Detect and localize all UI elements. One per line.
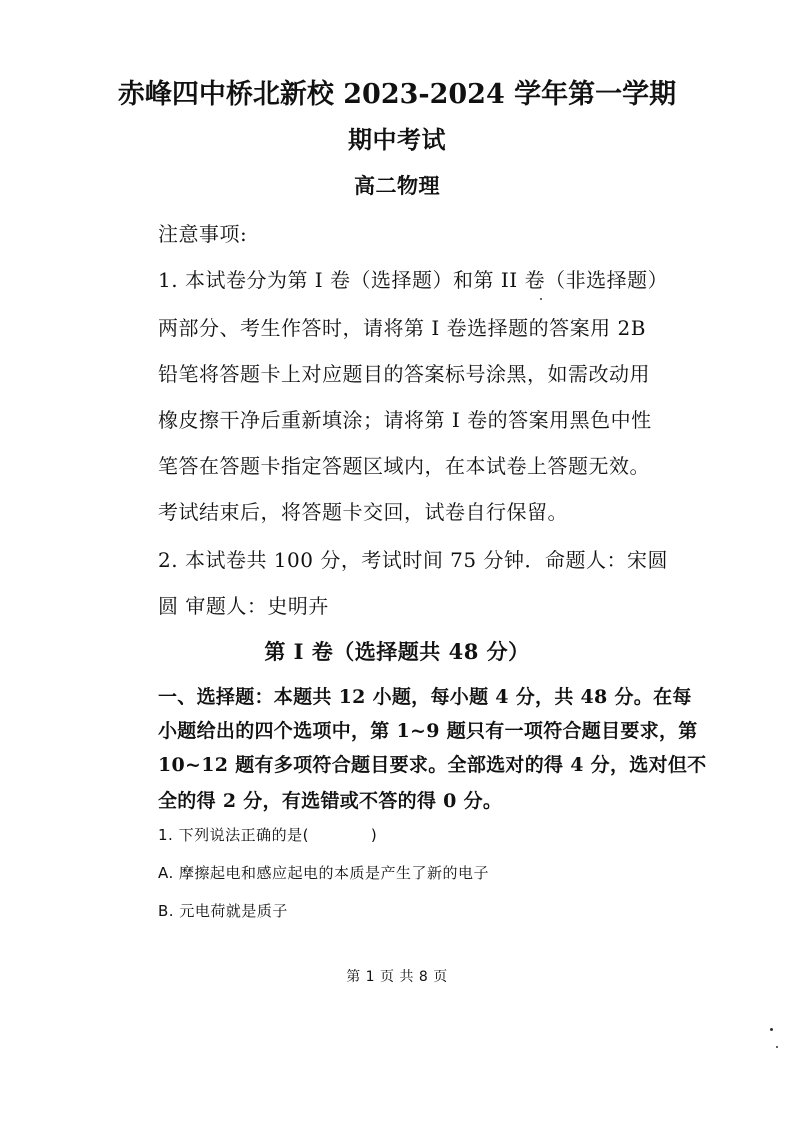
notice-line: 两部分、考生作答时，请将第 I 卷选择题的答案用 2B	[158, 316, 646, 340]
section-instruction-line: 10~12 题有多项符合题目要求。全部选对的得 4 分，选对但不	[158, 754, 707, 776]
section-instruction-line: 小题给出的四个选项中，第 1~9 题只有一项符合题目要求，第	[158, 720, 698, 742]
notice-heading: 注意事项:	[158, 222, 248, 246]
scan-speck	[540, 298, 542, 300]
notice-line: 橡皮擦干净后重新填涂；请将第 I 卷的答案用黑色中性	[158, 408, 652, 432]
notice-line: 圆 审题人：史明卉	[158, 594, 329, 618]
scan-speck	[776, 1046, 778, 1048]
exam-subject: 高二物理	[354, 173, 440, 198]
section-title: 第 I 卷（选择题共 48 分）	[264, 639, 530, 664]
question-option-b: B. 元电荷就是质子	[158, 902, 288, 920]
scan-speck	[770, 1028, 773, 1031]
section-instruction-line: 全的得 2 分，有选错或不答的得 0 分。	[158, 790, 503, 812]
section-instruction-line: 一、选择题：本题共 12 小题，每小题 4 分，共 48 分。在每	[158, 686, 692, 708]
exam-title: 赤峰四中桥北新校 2023-2024 学年第一学期	[117, 79, 677, 110]
notice-line: 笔答在答题卡指定答题区域内，在本试卷上答题无效。	[158, 454, 650, 478]
notice-line: 考试结束后，将答题卡交回，试卷自行保留。	[158, 500, 568, 524]
exam-subtitle: 期中考试	[348, 125, 446, 154]
page-footer: 第 1 页 共 8 页	[346, 969, 448, 985]
question-option-a: A. 摩擦起电和感应起电的本质是产生了新的电子	[158, 864, 490, 882]
notice-line: 2. 本试卷共 100 分，考试时间 75 分钟．命题人：宋圆	[158, 548, 668, 572]
question-stem: 1. 下列说法正确的是( )	[158, 826, 378, 844]
notice-line: 铅笔将答题卡上对应题目的答案标号涂黑，如需改动用	[158, 362, 650, 386]
notice-line: 1. 本试卷分为第 I 卷（选择题）和第 II 卷（非选择题）	[158, 268, 669, 292]
